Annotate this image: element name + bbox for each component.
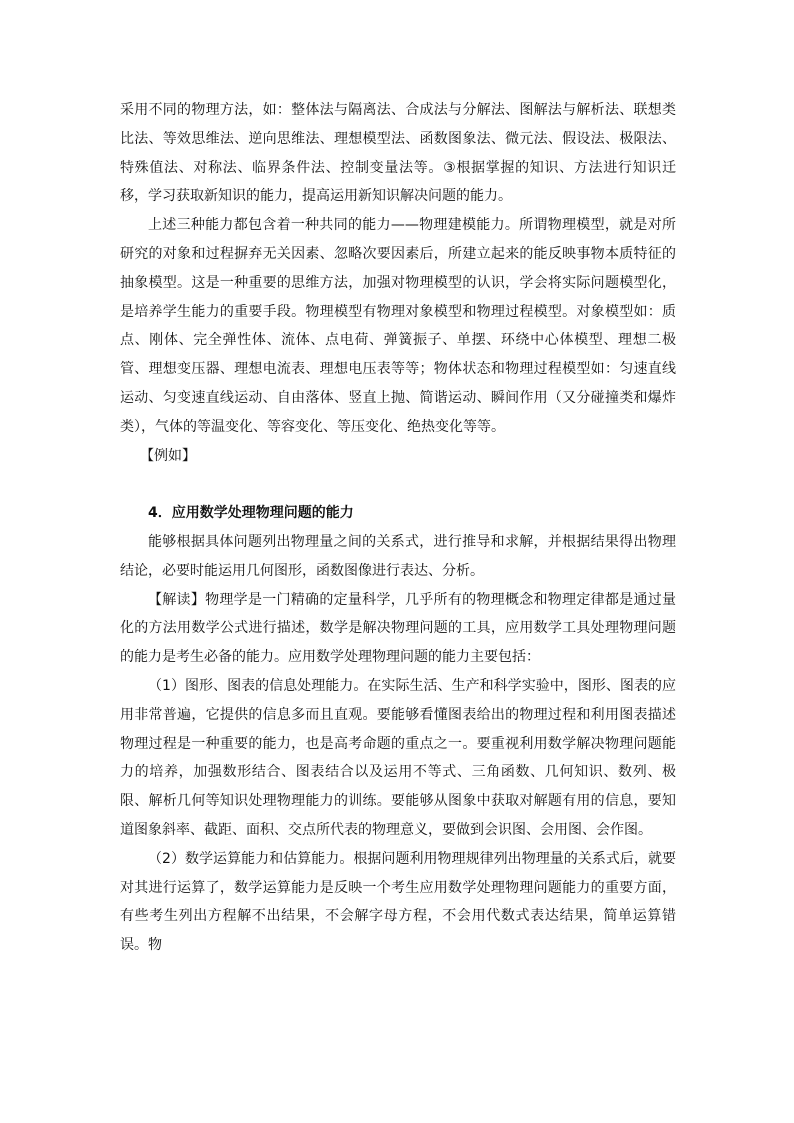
blank-line <box>120 470 676 499</box>
paragraph-calculation-ability: （2）数学运算能力和估算能力。根据问题利用物理规律列出物理量的关系式后，就要对其进行运算了，数学运算能力是反映一个考生应用数学处理物理问题能力的重要方面，有些考生列出方程解不出结果，不会解字母方程，不会用代数式表达结果，简单运算错误。物 <box>120 850 676 954</box>
example-label: 【例如】 <box>140 447 196 464</box>
paragraph-interpretation: 【解读】物理学是一门精确的定量科学，几乎所有的物理概念和物理定律都是通过量化的方法用数学公式进行描述，数学是解决物理问题的工具，应用数学工具处理物理问题的能力是考生必备的能力。应用数学处理物理问题的能力主要包括： <box>120 591 676 666</box>
paragraph-methods: 采用不同的物理方法，如：整体法与隔离法、合成法与分解法、图解法与解析法、联想类比法、等效思维法、逆向思维法、理想模型法、函数图象法、微元法、假设法、极限法、特殊值法、对称法、临界条件法、控制变量法等。③根据掌握的知识、方法进行知识迁移，学习获取新知识的能力，提高运用新知识解决问题的能力。 <box>120 102 676 205</box>
section-heading-math-ability: 4．应用数学处理物理问题的能力 <box>148 505 354 522</box>
paragraph-graph-ability: （1）图形、图表的信息处理能力。在实际生活、生产和科学实验中，图形、图表的应用非常普遍，它提供的信息多而且直观。要能够看懂图表给出的物理过程和利用图表描述物理过程是一种重要的能力，也是高考命题的重点之一。要重视利用数学解决物理问题能力的培养，加强数形结合、图表结合以及运用不等式、三角函数、几何知识、数列、极限、解析几何等知识处理物理能力的训练。要能够从图象中获取对解题有用的信息，要知道图象斜率、截距、面积、交点所代表的物理意义，要做到会识图、会用图、会作图。 <box>120 677 676 838</box>
document-body <box>120 96 676 960</box>
paragraph-modeling-ability: 上述三种能力都包含着一种共同的能力——物理建模能力。所谓物理模型，就是对所研究的对象和过程摒弃无关因素、忽略次要因素后，所建立起来的能反映事物本质特征的抽象模型。这是一种重要的思维方法，加强对物理模型的认识，学会将实际问题模型化，是培养学生能力的重要手段。物理模型有物理对象模型和物理过程模型。对象模型如：质点、刚体、完全弹性体、流体、点电荷、弹簧振子、单摆、环绕中心体模型、理想二极管、理想变压器、理想电流表、理想电压表等等；物体状态和物理过程模型如：匀速直线运动、匀变速直线运动、自由落体、竖直上抛、简谐运动、瞬间作用（又分碰撞类和爆炸类），气体的等温变化、等容变化、等压变化、绝热变化等等。 <box>120 217 676 435</box>
paragraph-math-requirement: 能够根据具体问题列出物理量之间的关系式，进行推导和求解，并根据结果得出物理结论，必要时能运用几何图形，函数图像进行表达、分析。 <box>120 533 676 579</box>
